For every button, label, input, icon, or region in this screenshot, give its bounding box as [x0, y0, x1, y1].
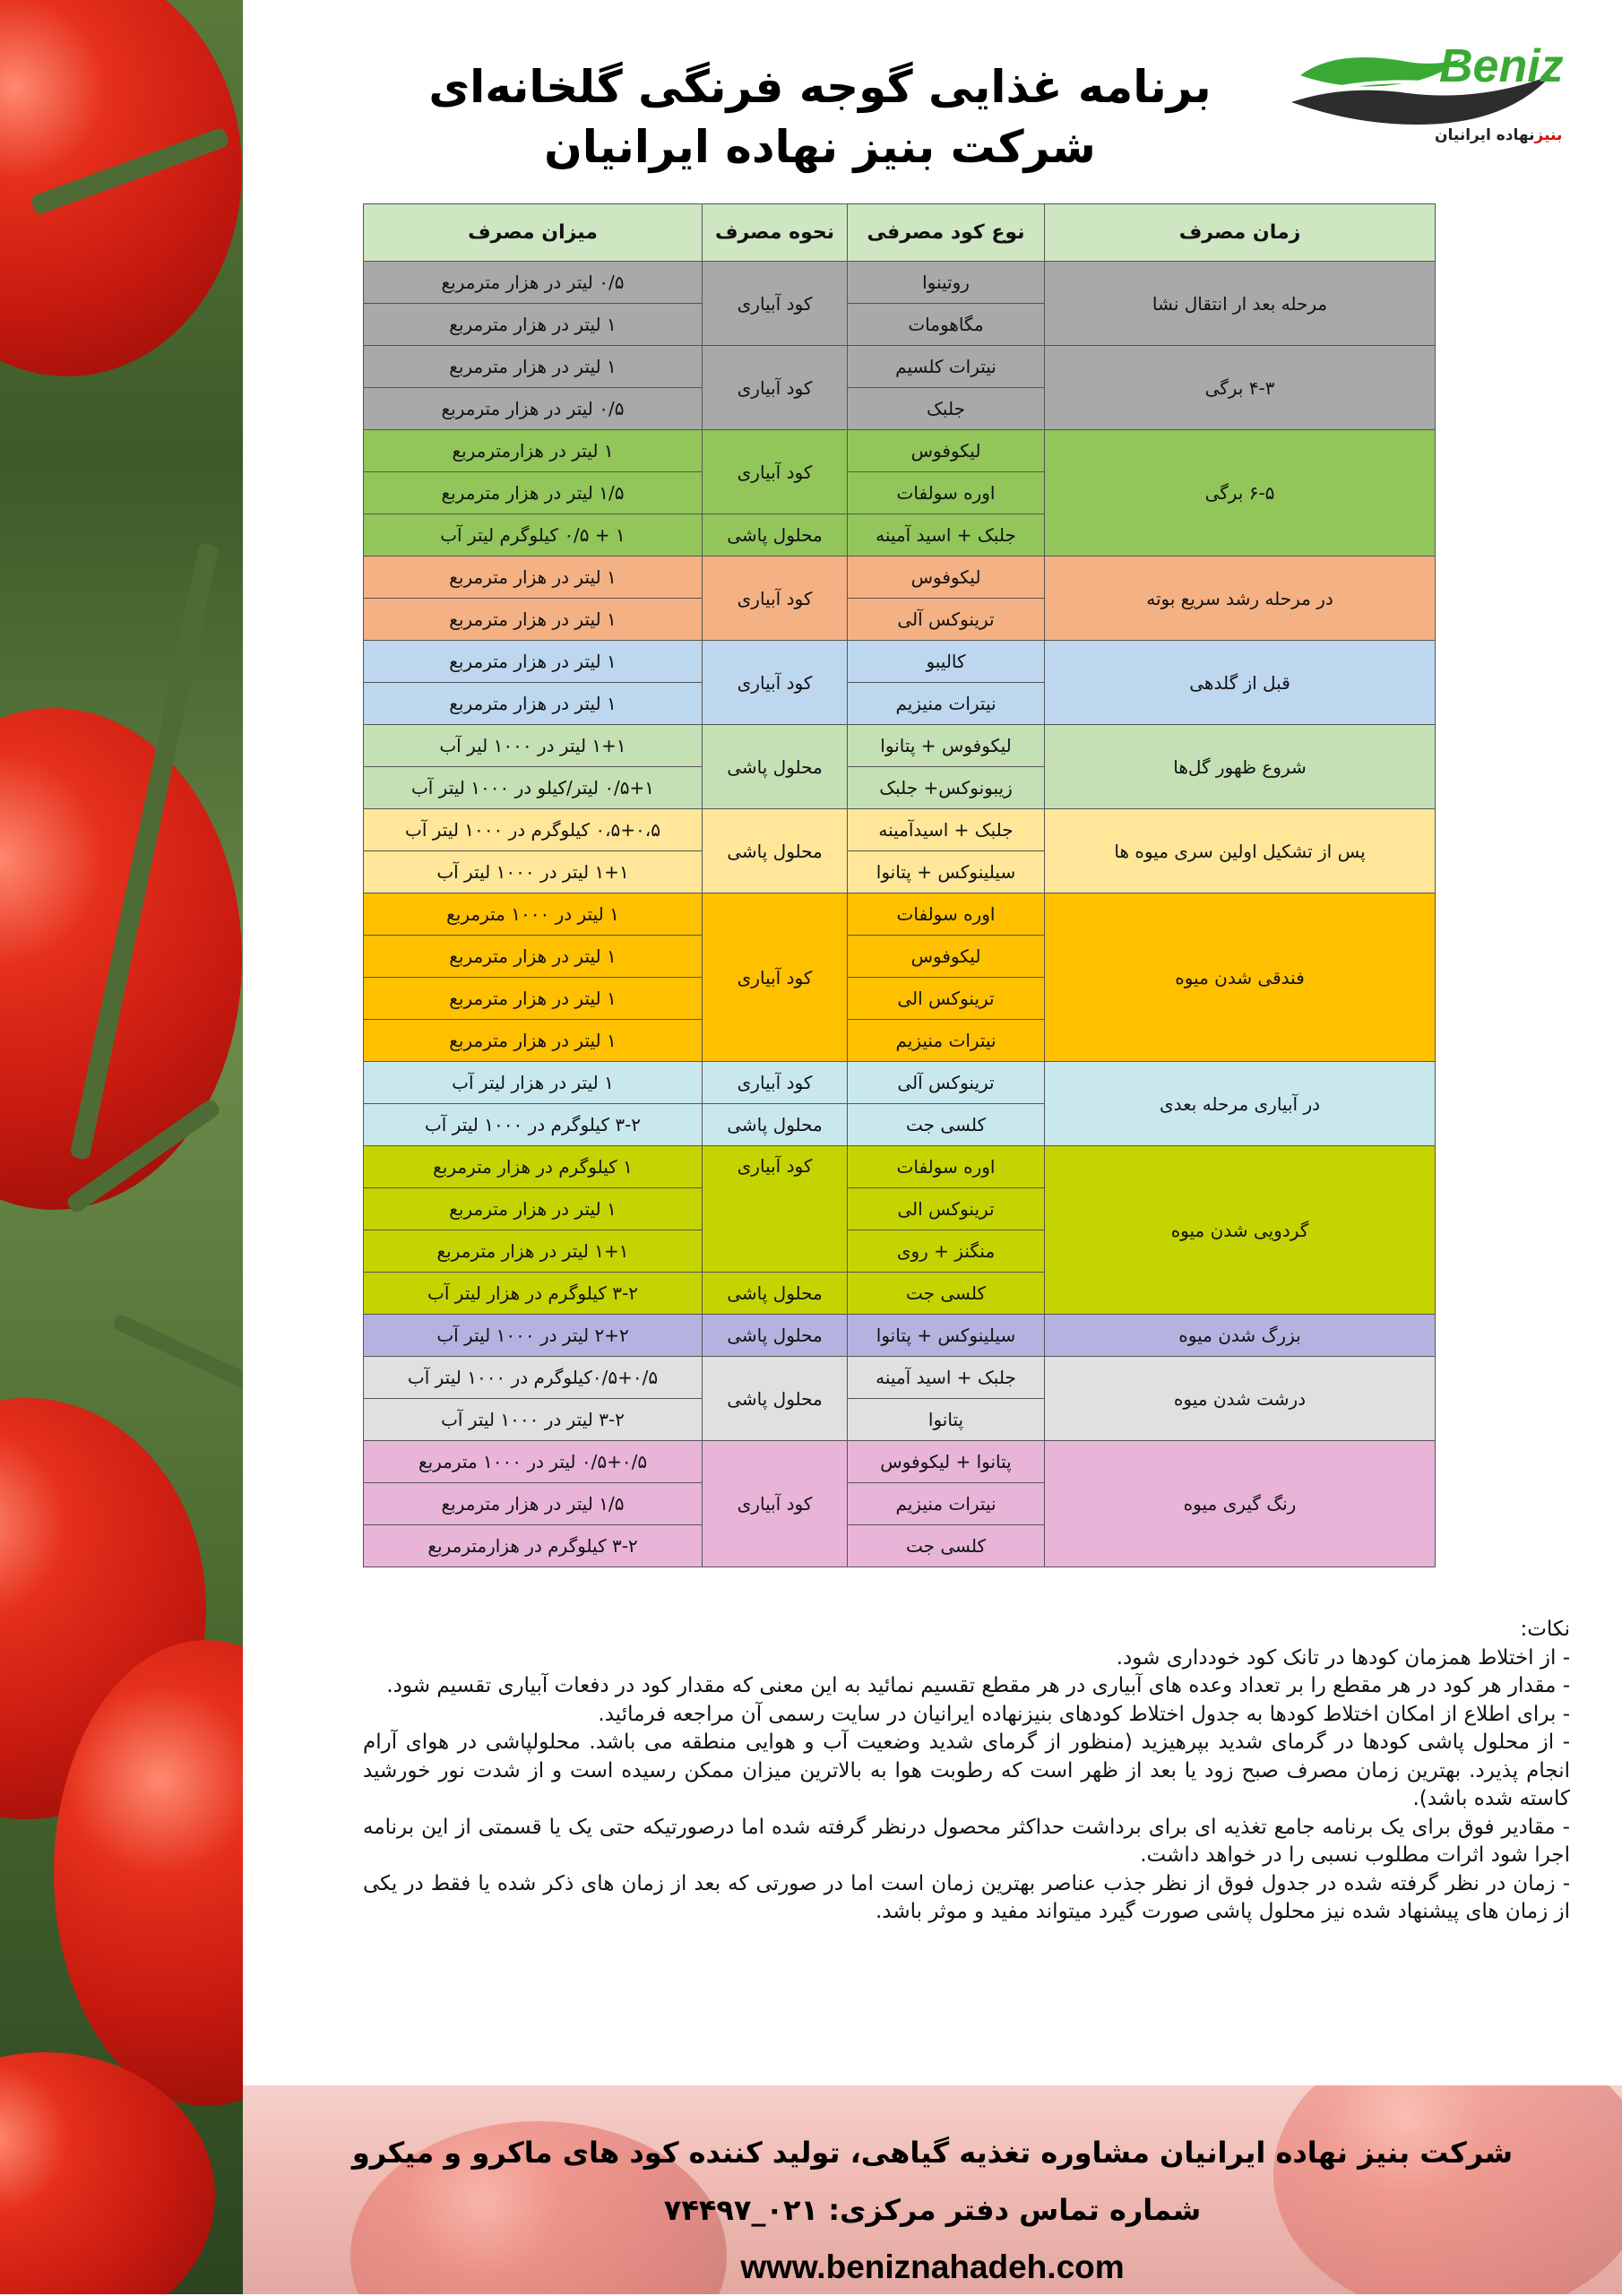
- col-header-method: نحوه مصرف: [703, 204, 848, 262]
- table-row: [364, 725, 1436, 767]
- amount-cell: ۳-۲ کیلوگرم در ۱۰۰۰ لیتر آب: [364, 1104, 703, 1146]
- fertilizer-cell: ترینوکس آلی: [848, 1062, 1045, 1104]
- method-cell: محلول پاشی: [703, 1357, 848, 1441]
- method-cell: کود آبیاری: [703, 1441, 848, 1567]
- note-item: - مقدار هر کود در هر مقطع را بر تعداد وعده های آبیاری در هر مقطع تقسیم نمائید به این معنی که مقدار کود در دفعات آبیاری تقسیم شود.: [386, 1674, 1570, 1697]
- method-cell: محلول پاشی: [703, 725, 848, 809]
- logo-wordmark: Beniz: [1439, 40, 1564, 92]
- fertilizer-cell: مگاهومات: [848, 304, 1045, 346]
- fertilizer-cell: نیترات منیزیم: [848, 1483, 1045, 1525]
- table-row: [364, 1441, 1436, 1483]
- table-row: [364, 1146, 1436, 1188]
- col-header-time: زمان مصرف: [1045, 204, 1436, 262]
- method-cell: کود آبیاری: [703, 1146, 848, 1273]
- amount-cell: ۰/۵ لیتر در هزار مترمربع: [364, 388, 703, 430]
- amount-cell: ۰/۵+۱ لیتر/کیلو در ۱۰۰۰ لیتر آب: [364, 767, 703, 809]
- fertilizer-cell: کلسی جت: [848, 1104, 1045, 1146]
- method-cell: محلول پاشی: [703, 1273, 848, 1315]
- method-cell: کود آبیاری: [703, 430, 848, 514]
- stage-cell: گردویی شدن میوه: [1045, 1146, 1436, 1315]
- fertilizer-cell: جلبک + اسید آمینه: [848, 514, 1045, 557]
- title-line-2: شرکت بنیز نهاده ایرانیان: [544, 121, 1096, 173]
- amount-cell: ۰/۵+۰/۵ لیتر در ۱۰۰۰ مترمربع: [364, 1441, 703, 1483]
- fertilizer-cell: ترینوکس آلی: [848, 599, 1045, 641]
- amount-cell: ۱ لیتر در هزارمترمربع: [364, 430, 703, 472]
- table-row: [364, 430, 1436, 472]
- stage-cell: در مرحله رشد سریع بوته: [1045, 557, 1436, 641]
- note-item: - زمان در نظر گرفته شده در جدول فوق از نظر جذب عناصر بهترین زمان است اما در صورتی که بعد از زمان های ذکر شده یا فقط در یکی از زمان های پیشنهاد شده نیز محلول پاشی صورت گیرد میتواند مفید و موثر باشد.: [363, 1871, 1570, 1923]
- stage-cell: درشت شدن میوه: [1045, 1357, 1436, 1441]
- logo-subtitle: [1435, 126, 1562, 144]
- method-cell: کود آبیاری: [703, 346, 848, 430]
- table-row: [364, 893, 1436, 936]
- table-row: [364, 346, 1436, 388]
- fertilizer-cell: روتینوا: [848, 262, 1045, 304]
- amount-cell: ۱ + ۰/۵ کیلوگرم لیتر آب: [364, 514, 703, 557]
- table-row: [364, 1062, 1436, 1104]
- fertilizer-cell: اوره سولفات: [848, 893, 1045, 936]
- fertilizer-cell: سیلینوکس + پتانوا: [848, 851, 1045, 893]
- logo-subtitle-red: بنیز: [1534, 126, 1563, 144]
- fertilizer-cell: جلبک + اسیدآمینه: [848, 809, 1045, 851]
- amount-cell: ۱ لیتر در هزار مترمربع: [364, 557, 703, 599]
- stage-cell: در آبیاری مرحله بعدی: [1045, 1062, 1436, 1146]
- amount-cell: ۱+۱ لیتر در ۱۰۰۰ لیر آب: [364, 725, 703, 767]
- col-header-amount: میزان مصرف: [364, 204, 703, 262]
- table-body: [364, 262, 1436, 1567]
- note-item: - مقادیر فوق برای یک برنامه جامع تغذیه ای برای برداشت حداکثر محصول درنظر گرفته شده اما درصورتیکه حتی یک یا قسمتی از این برنامه اجرا شود اثرات مطلوب نسبی را در خواهد داشت.: [363, 1815, 1570, 1867]
- amount-cell: ۱ لیتر در ۱۰۰۰ مترمربع: [364, 893, 703, 936]
- note-item: - از محلول پاشی کودها در گرمای شدید بپرهیزید (منظور از گرمای شدید وضعیت آب و هوایی منطقه می باشد. محلولپاشی در هوای آرام انجام پذیرد. بهترین زمان مصرف صبح زود یا بعد از ظهر است که رطوبت هوا به بالاترین میزان ممکن رسیده است و از شدت نور خورشید کاسته شده باشد).: [363, 1731, 1570, 1810]
- amount-cell: ۱ لیتر در هزار مترمربع: [364, 346, 703, 388]
- amount-cell: ۱ لیتر در هزار مترمربع: [364, 936, 703, 978]
- stage-cell: قبل از گلدهی: [1045, 641, 1436, 725]
- fertilizer-cell: لیکوفوس + پتانوا: [848, 725, 1045, 767]
- fertilizer-cell: پتانوا: [848, 1399, 1045, 1441]
- amount-cell: ۱ کیلوگرم در هزار مترمربع: [364, 1146, 703, 1188]
- nutrition-table: [363, 203, 1435, 1567]
- fertilizer-cell: ترینوکس الی: [848, 978, 1045, 1020]
- method-cell: کود آبیاری: [703, 1062, 848, 1104]
- fertilizer-cell: نیترات منیزیم: [848, 1020, 1045, 1062]
- tomato-photo: [0, 0, 243, 2294]
- table-row: [364, 641, 1436, 683]
- amount-cell: ۱ لیتر در هزار مترمربع: [364, 304, 703, 346]
- note-item: - برای اطلاع از امکان اختلاط کودها به جدول اختلاط کودهای بنیزنهاده ایرانیان در سایت رسمی آن مراجعه فرمائید.: [598, 1702, 1570, 1726]
- amount-cell: ۱ لیتر در هزار لیتر آب: [364, 1062, 703, 1104]
- method-cell: محلول پاشی: [703, 809, 848, 893]
- footer: [243, 2124, 1622, 2296]
- fertilizer-cell: لیکوفوس: [848, 936, 1045, 978]
- fertilizer-cell: اوره سولفات: [848, 1146, 1045, 1188]
- note-item: - از اختلاط همزمان کودها در تانک کود خودداری شود.: [1116, 1645, 1570, 1670]
- amount-cell: ۱ لیتر در هزار مترمربع: [364, 978, 703, 1020]
- title-line-1: برنامه غذایی گوجه فرنگی گلخانه‌ای: [428, 61, 1212, 113]
- amount-cell: ۱+۱ لیتر در هزار مترمربع: [364, 1230, 703, 1273]
- amount-cell: ۱/۵ لیتر در هزار مترمربع: [364, 472, 703, 514]
- amount-cell: ۰/۵+۰/۵کیلوگرم در ۱۰۰۰ لیتر آب: [364, 1357, 703, 1399]
- amount-cell: ۲+۲ لیتر در ۱۰۰۰ لیتر آب: [364, 1315, 703, 1357]
- logo-subtitle-rest: نهاده ایرانیان: [1435, 126, 1535, 144]
- stem-image: [111, 1313, 243, 1392]
- fertilizer-cell: پتانوا + لیکوفوس: [848, 1441, 1045, 1483]
- stage-cell: شروع ظهور گل‌ها: [1045, 725, 1436, 809]
- stage-cell: رنگ گیری میوه: [1045, 1441, 1436, 1567]
- stage-cell: ۴-۳ برگی: [1045, 346, 1436, 430]
- table-row: [364, 557, 1436, 599]
- amount-cell: ۱ لیتر در هزار مترمربع: [364, 1188, 703, 1230]
- amount-cell: ۱ لیتر در هزار مترمربع: [364, 599, 703, 641]
- table-row: [364, 1315, 1436, 1357]
- amount-cell: ۰/۵ لیتر در هزار مترمربع: [364, 262, 703, 304]
- method-cell: محلول پاشی: [703, 514, 848, 557]
- method-cell: محلول پاشی: [703, 1104, 848, 1146]
- table-header-row: [364, 204, 1436, 262]
- stage-cell: فندقی شدن میوه: [1045, 893, 1436, 1062]
- fertilizer-cell: سیلینوکس + پتانوا: [848, 1315, 1045, 1357]
- fertilizer-cell: جلبک: [848, 388, 1045, 430]
- table-row: [364, 262, 1436, 304]
- fertilizer-cell: اوره سولفات: [848, 472, 1045, 514]
- table-row: [364, 809, 1436, 851]
- stage-cell: بزرگ شدن میوه: [1045, 1315, 1436, 1357]
- fertilizer-cell: زیبونوکس+ جلبک: [848, 767, 1045, 809]
- amount-cell: ۱/۵ لیتر در هزار مترمربع: [364, 1483, 703, 1525]
- amount-cell: ۳-۲ لیتر در ۱۰۰۰ لیتر آب: [364, 1399, 703, 1441]
- amount-cell: ۱ لیتر در هزار مترمربع: [364, 641, 703, 683]
- amount-cell: ۳-۲ کیلوگرم در هزار لیتر آب: [364, 1273, 703, 1315]
- stage-cell: مرحله بعد ار انتقال نشا: [1045, 262, 1436, 346]
- method-cell: کود آبیاری: [703, 893, 848, 1062]
- fertilizer-cell: کالیبو: [848, 641, 1045, 683]
- fertilizer-cell: جلبک + اسید آمینه: [848, 1357, 1045, 1399]
- amount-cell: ۰،۵+۰،۵ کیلوگرم در ۱۰۰۰ لیتر آب: [364, 809, 703, 851]
- notes-heading: نکات:: [1520, 1618, 1570, 1641]
- fertilizer-cell: لیکوفوس: [848, 430, 1045, 472]
- stage-cell: ۶-۵ برگی: [1045, 430, 1436, 557]
- method-cell: کود آبیاری: [703, 262, 848, 346]
- table-row: [364, 1357, 1436, 1399]
- method-cell: کود آبیاری: [703, 641, 848, 725]
- page-title: [403, 57, 1237, 177]
- amount-cell: ۱ لیتر در هزار مترمربع: [364, 683, 703, 725]
- col-header-fertilizer: نوع کود مصرفی: [848, 204, 1045, 262]
- stage-cell: پس از تشکیل اولین سری میوه ها: [1045, 809, 1436, 893]
- notes-section: [363, 1616, 1570, 1927]
- fertilizer-cell: منگنز + روی: [848, 1230, 1045, 1273]
- footer-website-link[interactable]: www.beniznahadeh.com: [740, 2249, 1125, 2285]
- fertilizer-cell: نیترات منیزیم: [848, 683, 1045, 725]
- amount-cell: ۳-۲ کیلوگرم در هزارمترمربع: [364, 1525, 703, 1567]
- amount-cell: ۱+۱ لیتر در ۱۰۰۰ لیتر آب: [364, 851, 703, 893]
- footer-company-line: شرکت بنیز نهاده ایرانیان مشاوره تغذیه گیاهی، تولید کننده کود های ماکرو و میکرو: [351, 2136, 1514, 2170]
- fertilizer-cell: کلسی جت: [848, 1525, 1045, 1567]
- amount-cell: ۱ لیتر در هزار مترمربع: [364, 1020, 703, 1062]
- method-cell: کود آبیاری: [703, 557, 848, 641]
- fertilizer-cell: لیکوفوس: [848, 557, 1045, 599]
- fertilizer-cell: نیترات کلسیم: [848, 346, 1045, 388]
- fertilizer-cell: کلسی جت: [848, 1273, 1045, 1315]
- tomato-image: [0, 0, 242, 376]
- beniz-logo: [1282, 39, 1587, 165]
- method-cell: محلول پاشی: [703, 1315, 848, 1357]
- fertilizer-cell: ترینوکس الی: [848, 1188, 1045, 1230]
- footer-phone: شماره تماس دفتر مرکزی: ۰۲۱_۷۴۴۹۷: [663, 2193, 1202, 2227]
